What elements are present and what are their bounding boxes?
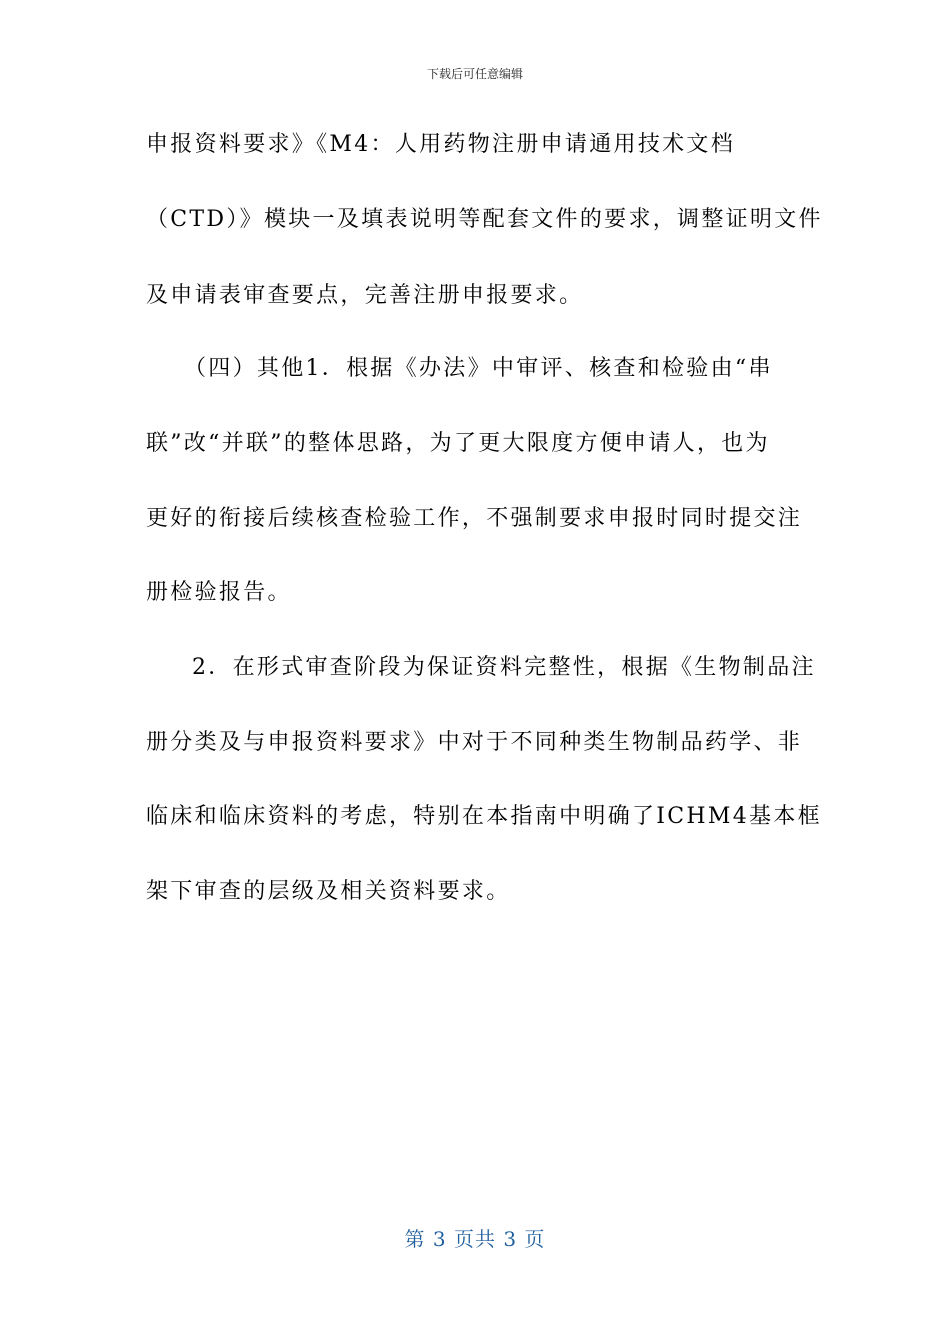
text-line: 临床和临床资料的考虑，特别在本指南中明确了ICHM4基本框 (146, 804, 822, 829)
page-header: 下载后可任意编辑 (426, 67, 523, 81)
page-footer: 第 3 页共 3 页 (404, 1227, 546, 1251)
text-line: （四）其他1．根据《办法》中审评、核查和检验由“串 (184, 356, 773, 381)
text-line: （CTD）》模块一及填表说明等配套文件的要求，调整证明文件 (146, 207, 823, 232)
text-line: 2．在形式审查阶段为保证资料完整性，根据《生物制品注 (192, 655, 816, 680)
text-line: 架下审查的层级及相关资料要求。 (146, 879, 511, 904)
text-line: 更好的衔接后续核查检验工作，不强制要求申报时同时提交注 (146, 506, 803, 531)
text-line: 册分类及与申报资料要求》中对于不同种类生物制品药学、非 (146, 730, 803, 755)
text-line: 联”改“并联”的整体思路，为了更大限度方便申请人，也为 (146, 431, 770, 456)
text-line: 册检验报告。 (146, 580, 292, 605)
text-line: 申报资料要求》《M4：人用药物注册申请通用技术文档 (146, 132, 736, 157)
text-line: 及申请表审查要点，完善注册申报要求。 (146, 283, 584, 308)
